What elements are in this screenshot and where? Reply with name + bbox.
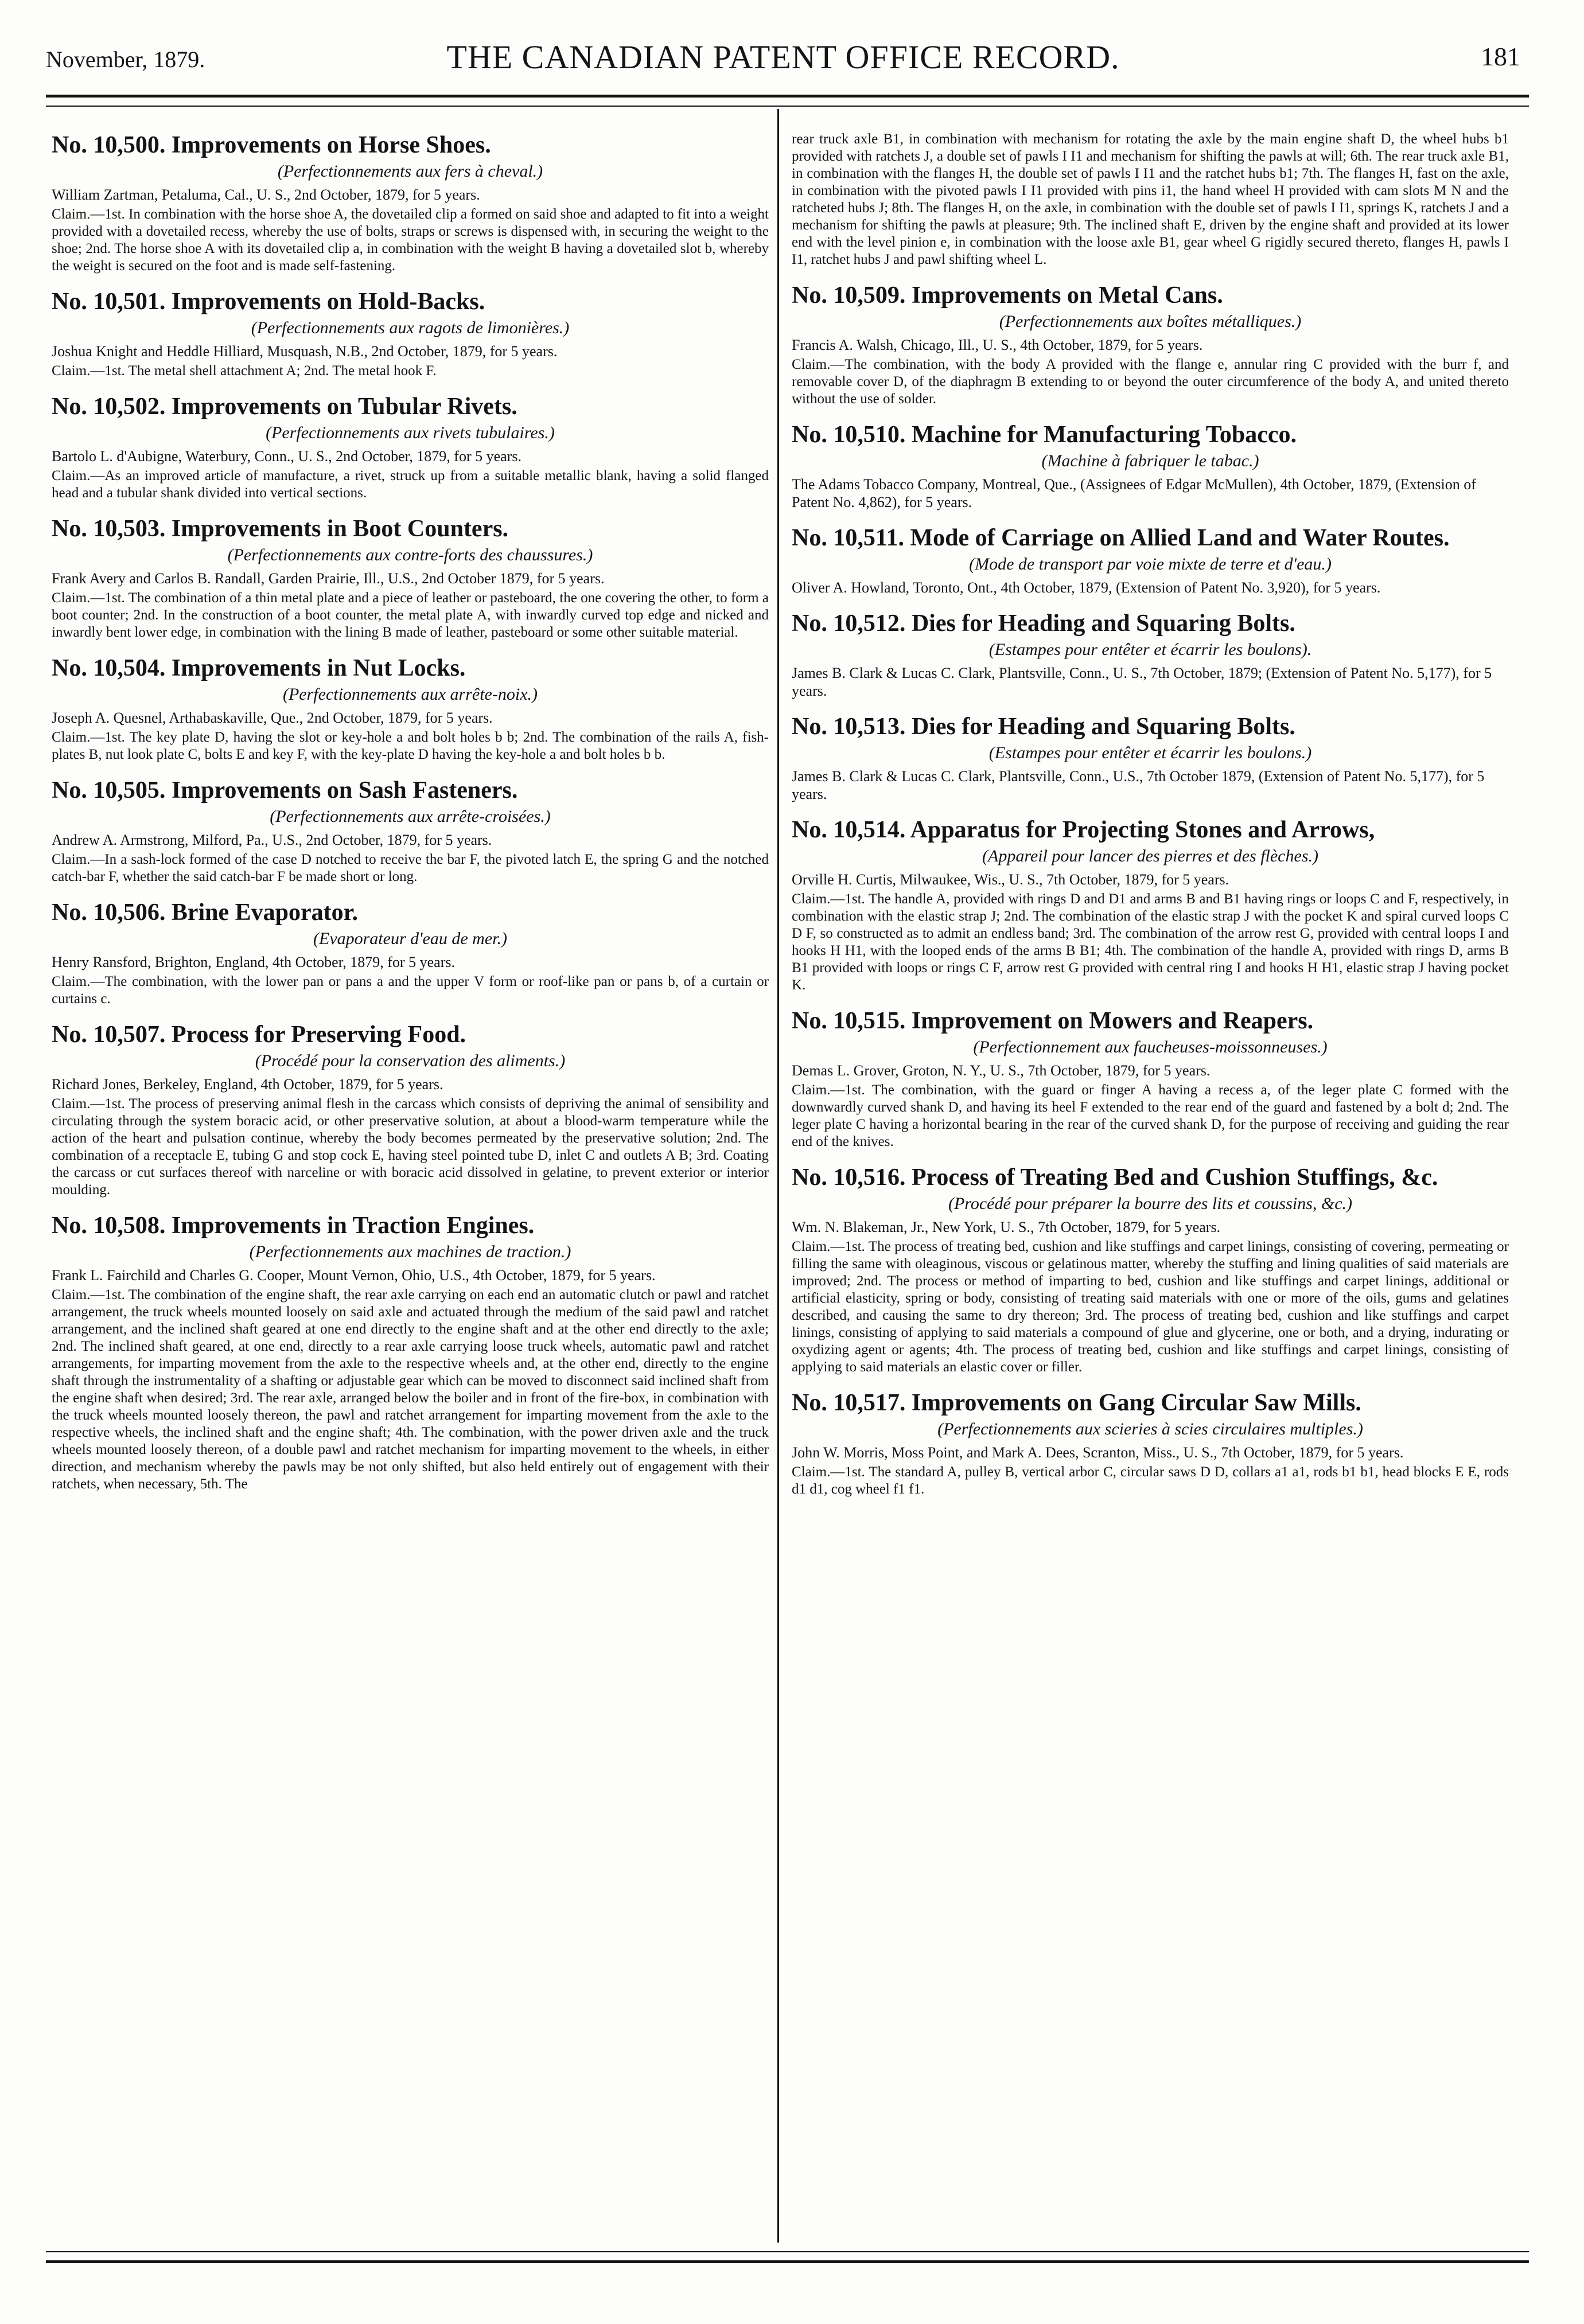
patent-entry-10504 (52, 654, 769, 763)
french-title: (Perfectionnements aux ragots de limonières.) (251, 318, 570, 337)
claim-text: Claim.—1st. The combination, with the guard or finger A having a recess a, of the leger plate C formed with the downwardly curved shank D, and having its heel F extended to the rear end of the guard and fastened by a bolt d; 2nd. The leger plate C having a horizontal bearing in the rear of the curved shank D, for the purpose of receiving and guiding the rear end of the knives. (792, 1082, 1509, 1149)
publication-title: THE CANADIAN PATENT OFFICE RECORD. (446, 38, 1120, 76)
french-title: (Perfectionnements aux scieries à scies circulaires multiples.) (937, 1420, 1363, 1438)
french-title: (Perfectionnements aux contre-forts des chaussures.) (227, 545, 593, 564)
inventor-line: Frank Avery and Carlos B. Randall, Garden Prairie, Ill., U.S., 2nd October 1879, for 5 years. (52, 570, 605, 587)
patent-title: No. 10,503. Improvements in Boot Counters. (52, 516, 509, 542)
french-title: (Machine à fabriquer le tabac.) (1041, 451, 1259, 470)
claim-text: Claim.—1st. The combination of a thin metal plate and a piece of leather or pasteboard, the one covering the other, to form a boot counter; 2nd. In the construction of a boot counter, the metal plate A, with inwardly curved top edge and nicked and inwardly bent lower edge, in combination with the lining B made of leather, pasteboard or some other suitable material. (52, 590, 769, 640)
patent-entry-10517 (792, 1389, 1509, 1498)
patent-entry-10516 (792, 1163, 1509, 1376)
inventor-line: John W. Morris, Moss Point, and Mark A. Dees, Scranton, Miss., U. S., 7th October, 1879, for 5 years. (792, 1444, 1404, 1461)
patent-title: No. 10,515. Improvement on Mowers and Reapers. (792, 1008, 1314, 1034)
footer-double-rule (46, 2251, 1529, 2263)
patent-title: No. 10,501. Improvements on Hold-Backs. (52, 288, 485, 315)
patent-entry-10512 (792, 609, 1509, 700)
french-title: (Procédé pour préparer la bourre des lits et coussins, &c.) (948, 1194, 1353, 1213)
claim-text: Claim.—The combination, with the lower pan or pans a and the upper V form or roof-like pan or pans b, of a curtain or curtains c. (52, 974, 769, 1007)
patent-title: No. 10,500. Improvements on Horse Shoes. (52, 132, 491, 158)
inventor-line: Demas L. Grover, Groton, N. Y., U. S., 7th October, 1879, for 5 years. (792, 1062, 1211, 1079)
french-title: (Perfectionnements aux fers à cheval.) (277, 162, 543, 181)
inventor-line: Oliver A. Howland, Toronto, Ont., 4th October, 1879, (Extension of Patent No. 3,920), for 5 years. (792, 579, 1381, 596)
patent-entry-10501 (52, 287, 769, 380)
right-column (792, 131, 1509, 2241)
claim-continuation: rear truck axle B1, in combination with mechanism for rotating the axle by the main engine shaft D, the wheel hubs b1 provided with ratchets J, a double set of pawls I I1 and mechanism for shifting the pawls at will; 6th. The rear truck axle B1, in combination with the flanges H, the double set of pawls I I1 and the ratchet hubs b1; 7th. The flanges H, fast on the axle, in combination with the pivoted pawls I I1 provided with pins i1, the hand wheel H provided with cam slots M N and the ratcheted hubs J; 8th. The flanges H, on the axle, in combination with the double set of pawls I I1, springs K, ratchets J and a mechanism for shifting the pawls at pleasure; 9th. The inclined shaft E, driven by the engine shaft and provided at its lower end with the level pinion e, in combination with the loose axle B1, gear wheel G rigidly secured thereto, flanges H, pawls I I1, ratchet hubs J and pawl shifting wheel L. (792, 131, 1509, 267)
patent-entry-10511 (792, 524, 1509, 596)
issue-date: November, 1879. (46, 46, 205, 72)
patent-entry-10508 (52, 1211, 769, 1493)
patent-entry-10503 (52, 514, 769, 641)
french-title: (Perfectionnements aux rivets tubulaires.) (266, 423, 555, 442)
patent-title: No. 10,517. Improvements on Gang Circular Saw Mills. (792, 1390, 1361, 1416)
french-title: (Perfectionnements aux arrête-noix.) (282, 685, 538, 704)
claim-text: Claim.—1st. The standard A, pulley B, vertical arbor C, circular saws D D, collars a1 a1, rods b1 b1, head blocks E E, rods d1 d1, cog wheel f1 f1. (792, 1464, 1509, 1497)
patent-title: No. 10,509. Improvements on Metal Cans. (792, 282, 1223, 309)
patent-title: No. 10,508. Improvements in Traction Engines. (52, 1212, 535, 1239)
french-title: (Evaporateur d'eau de mer.) (313, 929, 507, 948)
claim-text: Claim.—In a sash-lock formed of the case D notched to receive the bar F, the pivoted latch E, the spring G and the notched catch-bar F, whether the said catch-bar F be made short or long. (52, 852, 769, 884)
inventor-line: Bartolo L. d'Aubigne, Waterbury, Conn., U. S., 2nd October, 1879, for 5 years. (52, 448, 521, 465)
patent-entry-10500 (52, 131, 769, 275)
claim-text: Claim.—As an improved article of manufacture, a rivet, struck up from a suitable metallic blank, having a solid flanged head and a tubular shank divided into vertical sections. (52, 468, 769, 501)
inventor-line: Andrew A. Armstrong, Milford, Pa., U.S., 2nd October, 1879, for 5 years. (52, 832, 492, 848)
inventor-line: Joseph A. Quesnel, Arthabaskaville, Que., 2nd October, 1879, for 5 years. (52, 709, 493, 726)
french-title: (Mode de transport par voie mixte de terre et d'eau.) (969, 555, 1332, 574)
inventor-line: James B. Clark & Lucas C. Clark, Plantsville, Conn., U.S., 7th October 1879, (Extension of Patent No. 5,177), for 5 years. (792, 768, 1485, 802)
patent-title: No. 10,512. Dies for Heading and Squaring Bolts. (792, 610, 1295, 637)
claim-text: Claim.—1st. The handle A, provided with rings D and D1 and arms B and B1 having rings or loops C and F, respectively, in combination with the elastic strap J; 2nd. The combination of the elastic strap J with the pocket K and spiral curved loops C D F, so constructed as to admit an endless band; 3rd. The combination of the arrow rest G, provided with central loops I and hooks H H1, with the looped ends of the arms B B1; 4th. The combination of the handle A, provided with rings D, arms B B1 provided with loops or rings C F, arrow rest G provided with central ring I and hooks H H1, elastic strap J having pocket K. (792, 891, 1509, 993)
patent-title: No. 10,502. Improvements on Tubular Rivets. (52, 393, 517, 420)
page-header (46, 36, 1520, 81)
claim-text: Claim.—1st. The combination of the engine shaft, the rear axle carrying on each end an automatic clutch or pawl and ratchet arrangement, the truck wheels mounted loosely on said axle and actuated through the medium of the said pawl and ratchet arrangement, and the inclined shaft geared at one end directly to the engine shaft and at the other end directly to the axle; 2nd. The inclined shaft geared, at one end, directly to a rear axle carrying loose truck wheels, automatic pawl and ratchet arrangements, for imparting movement from the axle to the respective wheels and, at the other end, directly to the engine shaft through the instrumentality of a shafting or adjustable gear which can be moved to disconnect said inclined shaft from the engine shaft when desired; 3rd. The rear axle, arranged below the boiler and in front of the fire-box, in combination with the truck wheels mounted loosely thereon, the pawl and ratchet arrangement for imparting movement from the axle to the respective wheels, the inclined shaft and the engine shaft; 4th. The combination, with the power driven axle and the truck wheels mounted loosely thereon, of a double pawl and ratchet mechanism for imparting movement to the wheels, in either direction, and mechanism whereby the pawls may be not only shifted, but also held entirely out of engagement with their ratchets, when necessary, 5th. The (52, 1287, 769, 1492)
patent-title: No. 10,516. Process of Treating Bed and Cushion Stuffings, &c. (792, 1164, 1438, 1191)
claim-text: Claim.—1st. The key plate D, having the slot or key-hole a and bolt holes b b; 2nd. The combination of the rails A, fish-plates B, nut look plate C, bolts E and key F, with the key-plate D having the key-hole a and bolt holes b b. (52, 730, 769, 762)
column-divider (777, 109, 779, 2243)
inventor-line: Wm. N. Blakeman, Jr., New York, U. S., 7th October, 1879, for 5 years. (792, 1219, 1221, 1235)
claim-text: Claim.—1st. The process of preserving animal flesh in the carcass which consists of depriving the animal of sensibility and circulating through the system boracic acid, or other preservative solution, at about a blood-warm temperature while the action of the heart and pulsation continue, whereby the body becomes permeated by the preservative solution; 2nd. The combination of a receptacle E, tubing G and stop cock E, having steel pointed tube D, inlet C and outlets A B; 3rd. Coating the carcass or cut surfaces thereof with narceline or with boracic acid dissolved in gelatine, to prevent exterior or interior moulding. (52, 1096, 769, 1198)
page-number: 181 (1481, 42, 1520, 71)
claim-text: Claim.—1st. In combination with the horse shoe A, the dovetailed clip a formed on said shoe and adapted to fit into a weight provided with a dovetailed recess, whereby the use of bolts, straps or screws is dispensed with, in securing the weight to the shoe; 2nd. The horse shoe A with its dovetailed clip a, in combination with the weight B having a dovetailed slot b, whereby the weight is secured on the foot and is made self-fastening. (52, 206, 769, 274)
french-title: (Estampes pour entêter et écarrir les boulons.) (988, 743, 1312, 762)
left-column (52, 131, 769, 2241)
patent-entry-10513 (792, 712, 1509, 803)
patent-entry-10502 (52, 392, 769, 502)
french-title: (Procédé pour la conservation des aliments.) (255, 1051, 566, 1070)
french-title: (Perfectionnements aux machines de traction.) (249, 1242, 571, 1261)
inventor-line: Joshua Knight and Heddle Hilliard, Musquash, N.B., 2nd October, 1879, for 5 years. (52, 343, 558, 360)
inventor-line: Orville H. Curtis, Milwaukee, Wis., U. S., 7th October, 1879, for 5 years. (792, 871, 1229, 888)
patent-title: No. 10,506. Brine Evaporator. (52, 899, 358, 926)
claim-text: Claim.—The combination, with the body A provided with the flange e, annular ring C provided with the burr f, and removable cover D, of the diaphragm B extending to or beyond the outer circumference of the body A, and united thereto without the use of solder. (792, 357, 1509, 407)
french-title: (Estampes pour entêter et écarrir les boulons). (988, 640, 1312, 659)
patent-entry-10506 (52, 898, 769, 1008)
french-title: (Appareil pour lancer des pierres et des flèches.) (982, 847, 1318, 865)
inventor-line: Frank L. Fairchild and Charles G. Cooper, Mount Vernon, Ohio, U.S., 4th October, 1879, for 5 years. (52, 1267, 656, 1284)
patent-entry-10515 (792, 1007, 1509, 1151)
inventor-line: Henry Ransford, Brighton, England, 4th October, 1879, for 5 years. (52, 954, 455, 970)
patent-title: No. 10,504. Improvements in Nut Locks. (52, 655, 466, 681)
inventor-line: Richard Jones, Berkeley, England, 4th October, 1879, for 5 years. (52, 1076, 443, 1093)
french-title: (Perfectionnement aux faucheuses-moissonneuses.) (973, 1038, 1328, 1056)
patent-entry-10514 (792, 816, 1509, 994)
inventor-line: Francis A. Walsh, Chicago, Ill., U. S., 4th October, 1879, for 5 years. (792, 337, 1203, 353)
patent-title: No. 10,510. Machine for Manufacturing Tobacco. (792, 422, 1297, 448)
patent-title: No. 10,507. Process for Preserving Food. (52, 1021, 466, 1048)
inventor-line: William Zartman, Petaluma, Cal., U. S., 2nd October, 1879, for 5 years. (52, 186, 480, 203)
french-title: (Perfectionnements aux boîtes métalliques.) (999, 312, 1302, 331)
french-title: (Perfectionnements aux arrête-croisées.) (270, 807, 551, 826)
patent-title: No. 10,513. Dies for Heading and Squaring Bolts. (792, 713, 1295, 740)
patent-title: No. 10,505. Improvements on Sash Fasteners. (52, 777, 518, 804)
inventor-line: The Adams Tobacco Company, Montreal, Que., (Assignees of Edgar McMullen), 4th October, 1879, (Extension of Patent No. 4,862), for 5 years. (792, 476, 1476, 510)
header-double-rule (46, 95, 1529, 107)
patent-entry-10507 (52, 1020, 769, 1199)
claim-text: Claim.—1st. The process of treating bed, cushion and like stuffings and carpet linings, consisting of covering, permeating or filling the same with oleaginous, viscous or gelatinous matter, whereby the stuffing and lining qualities of said materials are improved; 2nd. The process or method of imparting to bed, cushion and like stuffings and carpet linings, additional or artificial elasticity, spring or body, consisting of treating said materials with one or more of the oils, gums and gelatines described, and causing the same to dry thereon; 3rd. The process of treating bed, cushion and like stuffings and carpet linings, consisting of applying to said materials a compound of glue and glycerine, one or both, and a drying, indurating or oxydizing agent or agents; 4th. The process of treating bed, cushion and like stuffings and carpet linings, consisting of applying to said materials an elastic cover or filler. (792, 1239, 1509, 1375)
patent-entry-10510 (792, 420, 1509, 511)
inventor-line: James B. Clark & Lucas C. Clark, Plantsville, Conn., U. S., 7th October, 1879; (Extension of Patent No. 5,177), for 5 years. (792, 665, 1492, 699)
patent-entry-10505 (52, 776, 769, 886)
patent-title: No. 10,511. Mode of Carriage on Allied Land and Water Routes. (792, 525, 1450, 551)
patent-title: No. 10,514. Apparatus for Projecting Stones and Arrows, (792, 817, 1375, 843)
claim-text: Claim.—1st. The metal shell attachment A; 2nd. The metal hook F. (52, 363, 437, 379)
patent-entry-10509 (792, 281, 1509, 408)
